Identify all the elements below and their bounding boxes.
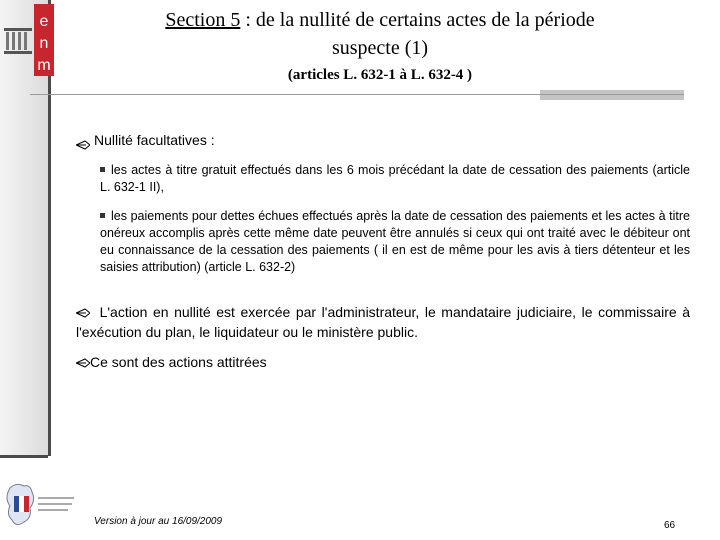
bullet-action-nullite — [76, 302, 690, 342]
pen-nib-icon — [76, 135, 90, 145]
pen-nib-icon — [76, 303, 90, 313]
bullet-nullite-text: Nullité facultatives : — [94, 132, 215, 148]
header-rule — [30, 94, 684, 95]
svg-text:n: n — [39, 35, 49, 52]
bullet-nullite — [76, 130, 690, 150]
page-number: 66 — [664, 520, 676, 531]
header-accent-bar — [540, 90, 684, 100]
slide-subtitle: (articles L. 632-1 à L. 632-4 ) — [287, 67, 473, 83]
square-bullet-icon — [100, 167, 105, 172]
square-bullet-icon — [100, 213, 105, 218]
slide-title — [70, 6, 690, 86]
slide-content — [76, 130, 690, 372]
title-text: : de la nullité de certains actes de la période — [240, 9, 595, 31]
bullet-action-text: L'action en nullité est exercée par l'administrateur, le mandataire judiciaire, le commissaire à l'exécution du plan, le liquidateur ou le ministère public. — [76, 304, 690, 340]
version-footer: Version à jour au 16/09/2009 — [94, 516, 223, 527]
svg-text:e: e — [39, 13, 49, 30]
title-line-2: suspecte (1) — [331, 37, 429, 59]
sub-item-actes-gratuits — [100, 162, 690, 196]
bullet-actions-attitrees — [76, 352, 690, 372]
sub-item-text: les actes à titre gratuit effectués dans les 6 mois précédant la date de cessation des paiements (article L. 632-1 II), — [100, 163, 690, 194]
enm-logo-icon — [2, 4, 54, 76]
title-section-label: Section 5 — [165, 9, 241, 31]
svg-text:m: m — [37, 57, 51, 74]
sub-item-paiements — [100, 208, 690, 276]
republique-francaise-seal-icon — [2, 478, 82, 534]
pen-nib-icon — [76, 353, 90, 363]
sidebar-divider — [0, 455, 48, 458]
bullet-attitrees-text: Ce sont des actions attitrées — [90, 354, 267, 370]
sub-item-text: les paiements pour dettes échues effectués après la date de cessation des paiements et les actes à titre onéreux accomplis après cette même date peuvent être annulés si ceux qui ont traité avec le débiteur ont eu connaissance de la cessation des paiements ( il en est de même pour les avis à tiers détenteur et les saisies attribution) (article L. 632-2) — [100, 209, 690, 274]
